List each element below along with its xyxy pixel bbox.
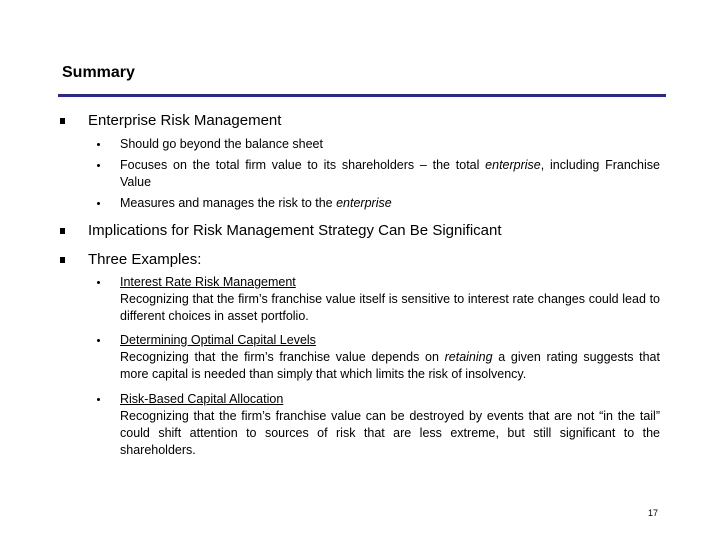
example-content — [120, 332, 660, 383]
text-run: a given rating suggests that more capital is needed than simply that which limits the risk of insolvency. — [120, 350, 660, 381]
section-heading: Implications for Risk Management Strategy Can Be Significant — [88, 222, 502, 239]
page-number: 17 — [648, 508, 659, 518]
text-run: , including Franchise Value — [120, 158, 660, 189]
italic-run: enterprise — [485, 158, 541, 172]
dot-bullet-icon — [97, 339, 100, 342]
example-body: Recognizing that the firm’s franchise value can be destroyed by events that are not “in the tail” could shift attention to sources of risk that are less extreme, but still significant to the shareholders. — [120, 409, 660, 457]
section-heading: Three Examples: — [88, 251, 202, 268]
example-title: Interest Rate Risk Management — [120, 275, 296, 289]
example-title: Determining Optimal Capital Levels — [120, 333, 316, 347]
dot-bullet-icon — [97, 143, 100, 146]
dot-bullet-icon — [97, 398, 100, 401]
italic-run: retaining — [444, 350, 493, 364]
text-run: Recognizing that the firm’s franchise value depends on — [120, 350, 445, 364]
square-bullet-icon — [60, 118, 65, 124]
dot-bullet-icon — [97, 202, 100, 205]
example-content — [120, 391, 660, 459]
sub-bullet-text — [120, 157, 660, 191]
dot-bullet-icon — [97, 281, 100, 284]
dot-bullet-icon — [97, 164, 100, 167]
square-bullet-icon — [60, 228, 65, 234]
square-bullet-icon — [60, 257, 65, 263]
example-body — [120, 349, 660, 383]
text-run: Measures and manages the risk to the — [120, 196, 337, 210]
example-title: Risk-Based Capital Allocation — [120, 392, 284, 406]
text-run: Focuses on the total firm value to its shareholders – the total — [120, 158, 486, 172]
example-body: Recognizing that the firm’s franchise value itself is sensitive to interest rate changes could lead to different choices in asset portfolio. — [120, 292, 660, 323]
example-content — [120, 274, 660, 325]
slide-title: Summary — [62, 64, 135, 81]
section-heading: Enterprise Risk Management — [88, 112, 282, 129]
title-divider — [58, 94, 666, 97]
sub-bullet-text — [120, 195, 660, 212]
italic-run: enterprise — [336, 196, 392, 210]
sub-bullet-text: Should go beyond the balance sheet — [120, 137, 323, 151]
